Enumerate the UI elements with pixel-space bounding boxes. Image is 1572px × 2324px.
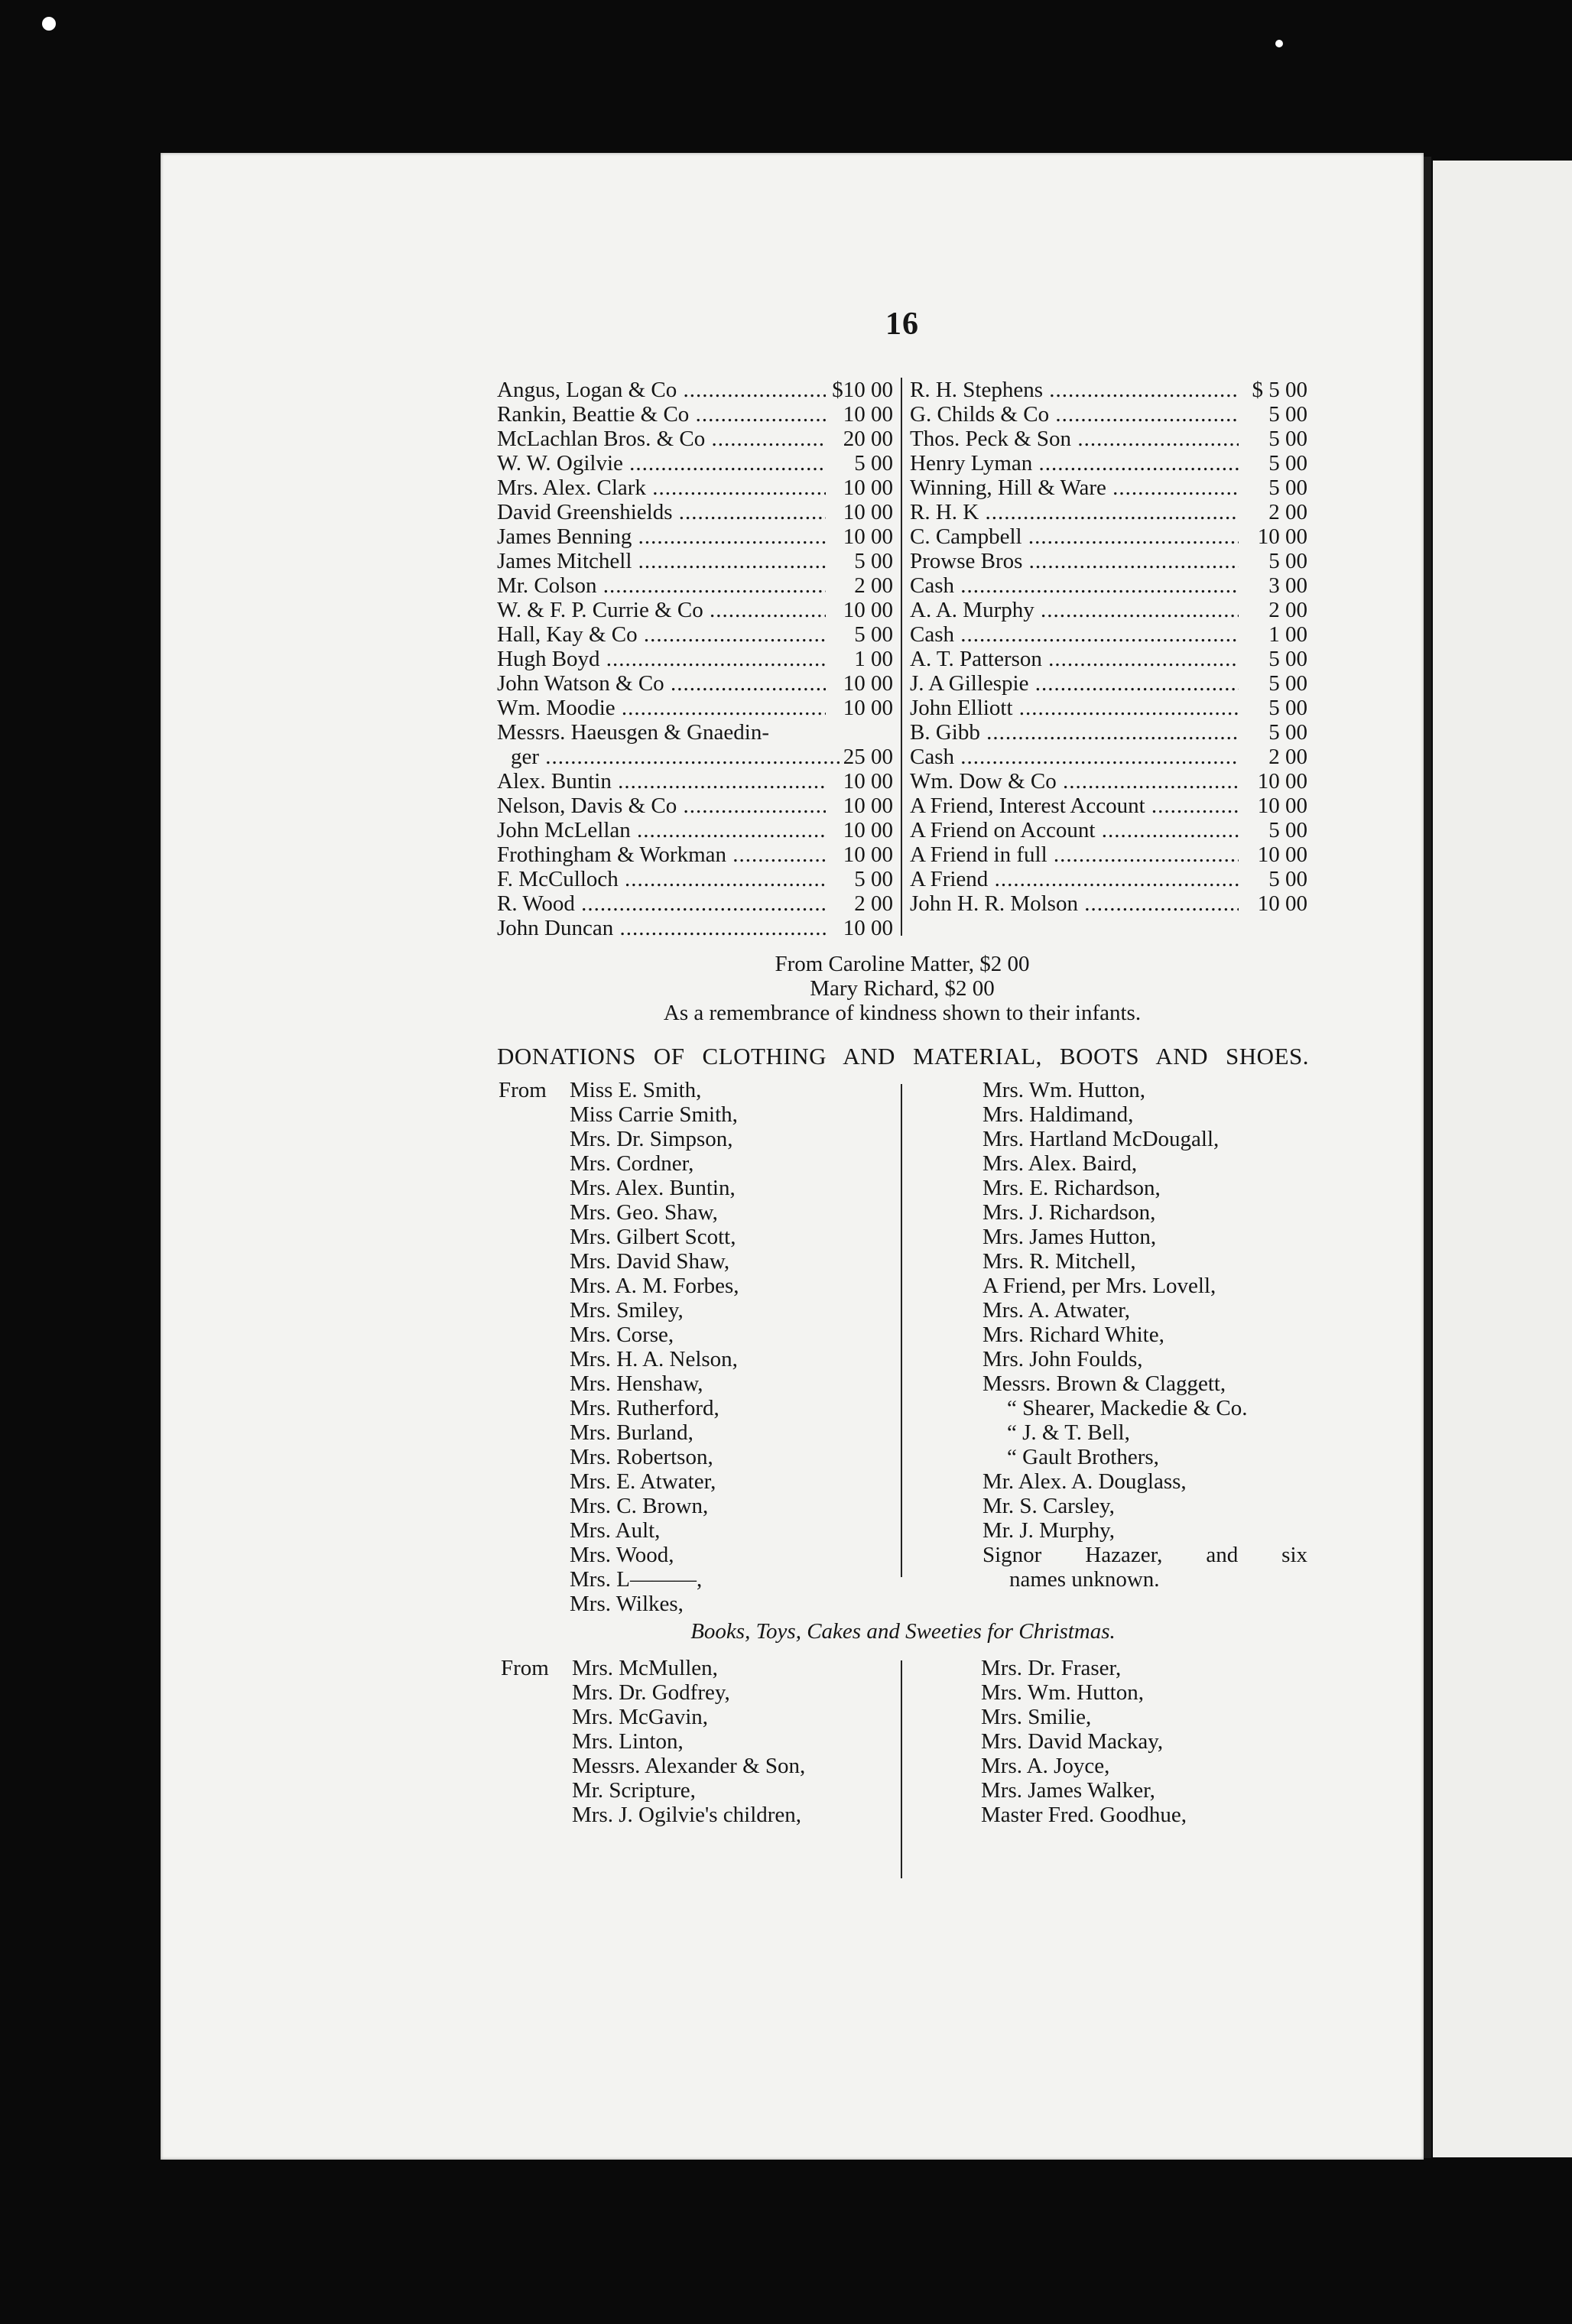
christmas-donors-right bbox=[981, 1656, 1187, 1827]
donation-row bbox=[497, 891, 893, 916]
donor-entry: Mrs. Hartland McDougall, bbox=[982, 1127, 1220, 1151]
page-edge-rule bbox=[1424, 157, 1431, 2158]
donor-name: B. Gibb ..... bbox=[910, 720, 1239, 745]
donation-row bbox=[497, 427, 893, 451]
donation-row bbox=[910, 378, 1307, 402]
donation-amount: 10 00 bbox=[1255, 524, 1307, 549]
cash-donations-left-column bbox=[497, 378, 893, 940]
donation-amount: 10 00 bbox=[840, 524, 893, 549]
donor-entry: Mrs. J. Ogilvie's children, bbox=[572, 1803, 802, 1827]
donation-amount: 5 00 bbox=[851, 549, 893, 573]
christmas-donors-left bbox=[572, 1656, 805, 1827]
donor-name: A Friend ..... bbox=[910, 867, 1239, 891]
donor-entry: Mrs. Alex. Buntin, bbox=[570, 1176, 736, 1200]
donor-name: R. H. Stephens ..... bbox=[910, 378, 1239, 402]
donation-row bbox=[497, 818, 893, 842]
donor-entry: Mrs. Dr. Godfrey, bbox=[572, 1680, 730, 1705]
donor-entry: Mrs. Robertson, bbox=[570, 1445, 713, 1469]
donation-amount: 2 00 bbox=[1265, 500, 1307, 524]
donor-entry: Miss Carrie Smith, bbox=[570, 1102, 738, 1127]
donor-entry: Mrs. Dr. Simpson, bbox=[570, 1127, 733, 1151]
donor-name: John Duncan ..... bbox=[497, 916, 826, 940]
donation-amount: 2 00 bbox=[1265, 598, 1307, 622]
donor-entry: Mrs. A. Atwater, bbox=[982, 1298, 1130, 1323]
donor-entry: Master Fred. Goodhue, bbox=[981, 1803, 1187, 1827]
donor-entry: Mrs. Smilie, bbox=[981, 1705, 1092, 1729]
donor-entry: Signor Hazazer, and six bbox=[982, 1543, 1307, 1567]
donor-entry: Mrs. Burland, bbox=[570, 1420, 693, 1445]
donation-amount: 5 00 bbox=[1265, 818, 1307, 842]
donation-row bbox=[497, 524, 893, 549]
clothing-donations-heading: DONATIONS OF CLOTHING AND MATERIAL, BOOTS AND SHOES. bbox=[497, 1043, 1309, 1069]
donor-entry: Mrs. Wm. Hutton, bbox=[981, 1680, 1144, 1705]
donation-amount: 10 00 bbox=[1255, 842, 1307, 867]
donor-name: John Elliott ..... bbox=[910, 696, 1239, 720]
donation-amount: 10 00 bbox=[840, 916, 893, 940]
donor-name: Winning, Hill & Ware ..... bbox=[910, 476, 1239, 500]
donor-entry: Mrs. E. Atwater, bbox=[570, 1469, 716, 1494]
donation-row bbox=[497, 573, 893, 598]
donation-amount: 5 00 bbox=[1265, 427, 1307, 451]
donation-amount: 5 00 bbox=[851, 867, 893, 891]
donation-row bbox=[910, 476, 1307, 500]
donation-amount: 3 00 bbox=[1265, 573, 1307, 598]
donation-amount: 10 00 bbox=[840, 671, 893, 696]
donor-entry: Mrs. John Foulds, bbox=[982, 1347, 1143, 1371]
donor-entry: “ J. & T. Bell, bbox=[1007, 1420, 1130, 1445]
donor-entry: Mrs. Corse, bbox=[570, 1323, 674, 1347]
donation-amount: 2 00 bbox=[1265, 745, 1307, 769]
donor-name: Mrs. Alex. Clark ..... bbox=[497, 476, 826, 500]
column-divider-clothing bbox=[901, 1084, 902, 1577]
donation-row bbox=[910, 427, 1307, 451]
donation-row bbox=[497, 769, 893, 794]
donation-row bbox=[910, 573, 1307, 598]
donor-name: A Friend, Interest Account ..... bbox=[910, 794, 1239, 818]
donor-entry: Mrs. C. Brown, bbox=[570, 1494, 709, 1518]
donor-entry: Mrs. James Walker, bbox=[981, 1778, 1155, 1803]
donor-entry: Mrs. Dr. Fraser, bbox=[981, 1656, 1122, 1680]
note-line-1: From Caroline Matter, $2 00 bbox=[775, 952, 1030, 976]
donation-amount: 10 00 bbox=[840, 402, 893, 427]
donation-amount: 10 00 bbox=[840, 794, 893, 818]
donation-row bbox=[910, 891, 1307, 916]
scan-speck bbox=[1275, 40, 1283, 47]
donor-name: John H. R. Molson ..... bbox=[910, 891, 1239, 916]
donor-name: G. Childs & Co ..... bbox=[910, 402, 1239, 427]
donation-row bbox=[910, 720, 1307, 745]
donation-row bbox=[497, 476, 893, 500]
donor-entry: Mrs. David Shaw, bbox=[570, 1249, 730, 1274]
donor-entry: Mrs. Cordner, bbox=[570, 1151, 694, 1176]
clothing-from-label: From bbox=[499, 1078, 547, 1102]
donation-amount: 5 00 bbox=[1265, 402, 1307, 427]
donor-entry: Mrs. Haldimand, bbox=[982, 1102, 1134, 1127]
donation-amount: 5 00 bbox=[1265, 549, 1307, 573]
donation-amount: 5 00 bbox=[1265, 476, 1307, 500]
donation-row bbox=[497, 696, 893, 720]
donation-row bbox=[497, 378, 893, 402]
donation-row bbox=[497, 842, 893, 867]
donor-name: Cash ..... bbox=[910, 573, 1239, 598]
donation-amount: 1 00 bbox=[1265, 622, 1307, 647]
donation-amount: 10 00 bbox=[840, 696, 893, 720]
donor-name: C. Campbell ..... bbox=[910, 524, 1239, 549]
donation-row bbox=[910, 696, 1307, 720]
donation-amount: 2 00 bbox=[851, 891, 893, 916]
donation-row bbox=[910, 451, 1307, 476]
donor-name: A. T. Patterson ..... bbox=[910, 647, 1239, 671]
donor-entry: Mrs. Wilkes, bbox=[570, 1592, 684, 1616]
donor-name: J. A Gillespie ..... bbox=[910, 671, 1239, 696]
donation-row bbox=[910, 524, 1307, 549]
donor-name: McLachlan Bros. & Co ..... bbox=[497, 427, 826, 451]
donor-entry: Mrs. Henshaw, bbox=[570, 1371, 703, 1396]
donor-entry: Mrs. R. Mitchell, bbox=[982, 1249, 1136, 1274]
donor-entry: Mrs. A. Joyce, bbox=[981, 1754, 1110, 1778]
donation-amount: 20 00 bbox=[840, 427, 893, 451]
donation-row bbox=[497, 598, 893, 622]
donation-row bbox=[497, 720, 893, 745]
donor-name: ger ..... bbox=[497, 745, 840, 769]
donor-name: Frothingham & Workman ..... bbox=[497, 842, 826, 867]
donor-name: Messrs. Haeusgen & Gnaedin- bbox=[497, 720, 769, 745]
donor-name: James Mitchell ..... bbox=[497, 549, 826, 573]
donation-amount: 5 00 bbox=[1265, 671, 1307, 696]
donation-amount: 5 00 bbox=[1265, 451, 1307, 476]
cash-donations-right-column bbox=[910, 378, 1307, 916]
donor-entry: names unknown. bbox=[1009, 1567, 1160, 1592]
donation-amount: 2 00 bbox=[851, 573, 893, 598]
donor-name: Cash ..... bbox=[910, 745, 1239, 769]
donation-row bbox=[497, 451, 893, 476]
donation-row bbox=[910, 842, 1307, 867]
donor-entry: Mrs. Wood, bbox=[570, 1543, 674, 1567]
donation-row bbox=[497, 867, 893, 891]
clothing-donors-left bbox=[570, 1078, 739, 1616]
donation-row bbox=[910, 794, 1307, 818]
donation-row bbox=[910, 598, 1307, 622]
donation-amount: 10 00 bbox=[840, 476, 893, 500]
donor-name: Mr. Colson ..... bbox=[497, 573, 826, 598]
donor-name: Henry Lyman ..... bbox=[910, 451, 1239, 476]
donation-amount: 10 00 bbox=[1255, 794, 1307, 818]
donor-name: A Friend on Account ..... bbox=[910, 818, 1239, 842]
donation-row bbox=[910, 549, 1307, 573]
donation-amount: 5 00 bbox=[851, 622, 893, 647]
donor-name: James Benning ..... bbox=[497, 524, 826, 549]
donation-amount: 5 00 bbox=[1265, 720, 1307, 745]
donor-entry: Mrs. James Hutton, bbox=[982, 1225, 1157, 1249]
donor-name: John McLellan ..... bbox=[497, 818, 826, 842]
donor-name: Prowse Bros ..... bbox=[910, 549, 1239, 573]
donation-amount: 1 00 bbox=[851, 647, 893, 671]
donation-row bbox=[497, 794, 893, 818]
donor-name: R. H. K ..... bbox=[910, 500, 1239, 524]
donor-entry: Mrs. David Mackay, bbox=[981, 1729, 1164, 1754]
donation-amount: 5 00 bbox=[851, 451, 893, 476]
donor-name: Wm. Moodie ..... bbox=[497, 696, 826, 720]
donation-row bbox=[910, 647, 1307, 671]
donor-name: R. Wood ..... bbox=[497, 891, 826, 916]
donation-amount: 10 00 bbox=[840, 769, 893, 794]
donor-entry: Mrs. A. M. Forbes, bbox=[570, 1274, 739, 1298]
donor-entry: “ Gault Brothers, bbox=[1007, 1445, 1159, 1469]
donation-row bbox=[497, 916, 893, 940]
note-line-3: As a remembrance of kindness shown to their infants. bbox=[663, 1001, 1142, 1025]
donation-amount: 10 00 bbox=[840, 818, 893, 842]
donor-name: Alex. Buntin ..... bbox=[497, 769, 826, 794]
donation-row bbox=[910, 769, 1307, 794]
donation-row bbox=[910, 867, 1307, 891]
donor-entry: Messrs. Alexander & Son, bbox=[572, 1754, 806, 1778]
donor-entry: Mrs. Gilbert Scott, bbox=[570, 1225, 736, 1249]
donor-name: Hugh Boyd ..... bbox=[497, 647, 826, 671]
donation-amount: 5 00 bbox=[1265, 647, 1307, 671]
donor-entry: “ Shearer, Mackedie & Co. bbox=[1007, 1396, 1248, 1420]
donor-entry: Mr. Scripture, bbox=[572, 1778, 696, 1803]
donation-row bbox=[910, 402, 1307, 427]
donor-entry: Mrs. Wm. Hutton, bbox=[982, 1078, 1145, 1102]
donor-entry: Mrs. Linton, bbox=[572, 1729, 684, 1754]
note-line-2: Mary Richard, $2 00 bbox=[810, 976, 995, 1001]
donor-name: Angus, Logan & Co ..... bbox=[497, 378, 826, 402]
christmas-donations-heading: Books, Toys, Cakes and Sweeties for Christmas. bbox=[690, 1619, 1116, 1644]
donation-amount: 10 00 bbox=[1255, 891, 1307, 916]
adjacent-page bbox=[1433, 161, 1572, 2157]
donor-name: John Watson & Co ..... bbox=[497, 671, 826, 696]
donor-name: Wm. Dow & Co ..... bbox=[910, 769, 1239, 794]
donation-row bbox=[910, 818, 1307, 842]
donor-entry: Mrs. H. A. Nelson, bbox=[570, 1347, 738, 1371]
donation-row bbox=[497, 671, 893, 696]
donor-entry: Miss E. Smith, bbox=[570, 1078, 702, 1102]
donor-name: A. A. Murphy ..... bbox=[910, 598, 1239, 622]
donor-name: David Greenshields ..... bbox=[497, 500, 826, 524]
scan-speck bbox=[42, 17, 56, 31]
donation-amount: 5 00 bbox=[1265, 867, 1307, 891]
donation-row bbox=[497, 647, 893, 671]
donor-entry: Mrs. Smiley, bbox=[570, 1298, 684, 1323]
donor-name: Thos. Peck & Son ..... bbox=[910, 427, 1239, 451]
donation-amount: 25 00 bbox=[840, 745, 893, 769]
clothing-donors-right bbox=[982, 1078, 1307, 1592]
donor-entry: Mr. J. Murphy, bbox=[982, 1518, 1115, 1543]
donation-amount: $10 00 bbox=[829, 378, 893, 402]
donor-entry: Mrs. McGavin, bbox=[572, 1705, 709, 1729]
column-divider-cash bbox=[901, 378, 902, 936]
donation-row bbox=[910, 622, 1307, 647]
column-divider-christmas bbox=[901, 1660, 902, 1878]
donor-entry: A Friend, per Mrs. Lovell, bbox=[982, 1274, 1216, 1298]
donation-amount: 10 00 bbox=[840, 598, 893, 622]
donor-entry: Mrs. E. Richardson, bbox=[982, 1176, 1161, 1200]
donor-entry: Mr. S. Carsley, bbox=[982, 1494, 1115, 1518]
donation-amount: 5 00 bbox=[1265, 696, 1307, 720]
donor-entry: Messrs. Brown & Claggett, bbox=[982, 1371, 1226, 1396]
donor-entry: Mrs. Alex. Baird, bbox=[982, 1151, 1138, 1176]
donation-row bbox=[910, 500, 1307, 524]
donation-amount: 10 00 bbox=[840, 500, 893, 524]
donor-entry: Mrs. McMullen, bbox=[572, 1656, 718, 1680]
donor-name: Nelson, Davis & Co ..... bbox=[497, 794, 826, 818]
christmas-from-label: From bbox=[501, 1656, 549, 1680]
donation-row bbox=[910, 745, 1307, 769]
page-number: 16 bbox=[885, 307, 919, 342]
donation-amount: $ 5 00 bbox=[1249, 378, 1308, 402]
donor-name: F. McCulloch ..... bbox=[497, 867, 826, 891]
donor-entry: Mrs. Ault, bbox=[570, 1518, 661, 1543]
donation-row bbox=[497, 402, 893, 427]
donor-name: Hall, Kay & Co ..... bbox=[497, 622, 826, 647]
donor-entry: Mrs. Richard White, bbox=[982, 1323, 1164, 1347]
donation-row bbox=[497, 549, 893, 573]
donation-row bbox=[497, 622, 893, 647]
donor-name: W. W. Ogilvie ..... bbox=[497, 451, 826, 476]
donation-amount: 10 00 bbox=[840, 842, 893, 867]
donor-entry: Mrs. Rutherford, bbox=[570, 1396, 719, 1420]
donor-entry: Mrs. J. Richardson, bbox=[982, 1200, 1156, 1225]
donation-amount: 10 00 bbox=[1255, 769, 1307, 794]
donor-entry: Mrs. L———, bbox=[570, 1567, 703, 1592]
donor-name: W. & F. P. Currie & Co ..... bbox=[497, 598, 826, 622]
donation-row bbox=[910, 671, 1307, 696]
donor-entry: Mr. Alex. A. Douglass, bbox=[982, 1469, 1187, 1494]
donor-entry: Mrs. Geo. Shaw, bbox=[570, 1200, 718, 1225]
donor-name: A Friend in full ..... bbox=[910, 842, 1239, 867]
donation-row bbox=[497, 500, 893, 524]
donor-name: Cash ..... bbox=[910, 622, 1239, 647]
donor-name: Rankin, Beattie & Co ..... bbox=[497, 402, 826, 427]
donation-row bbox=[497, 745, 893, 769]
